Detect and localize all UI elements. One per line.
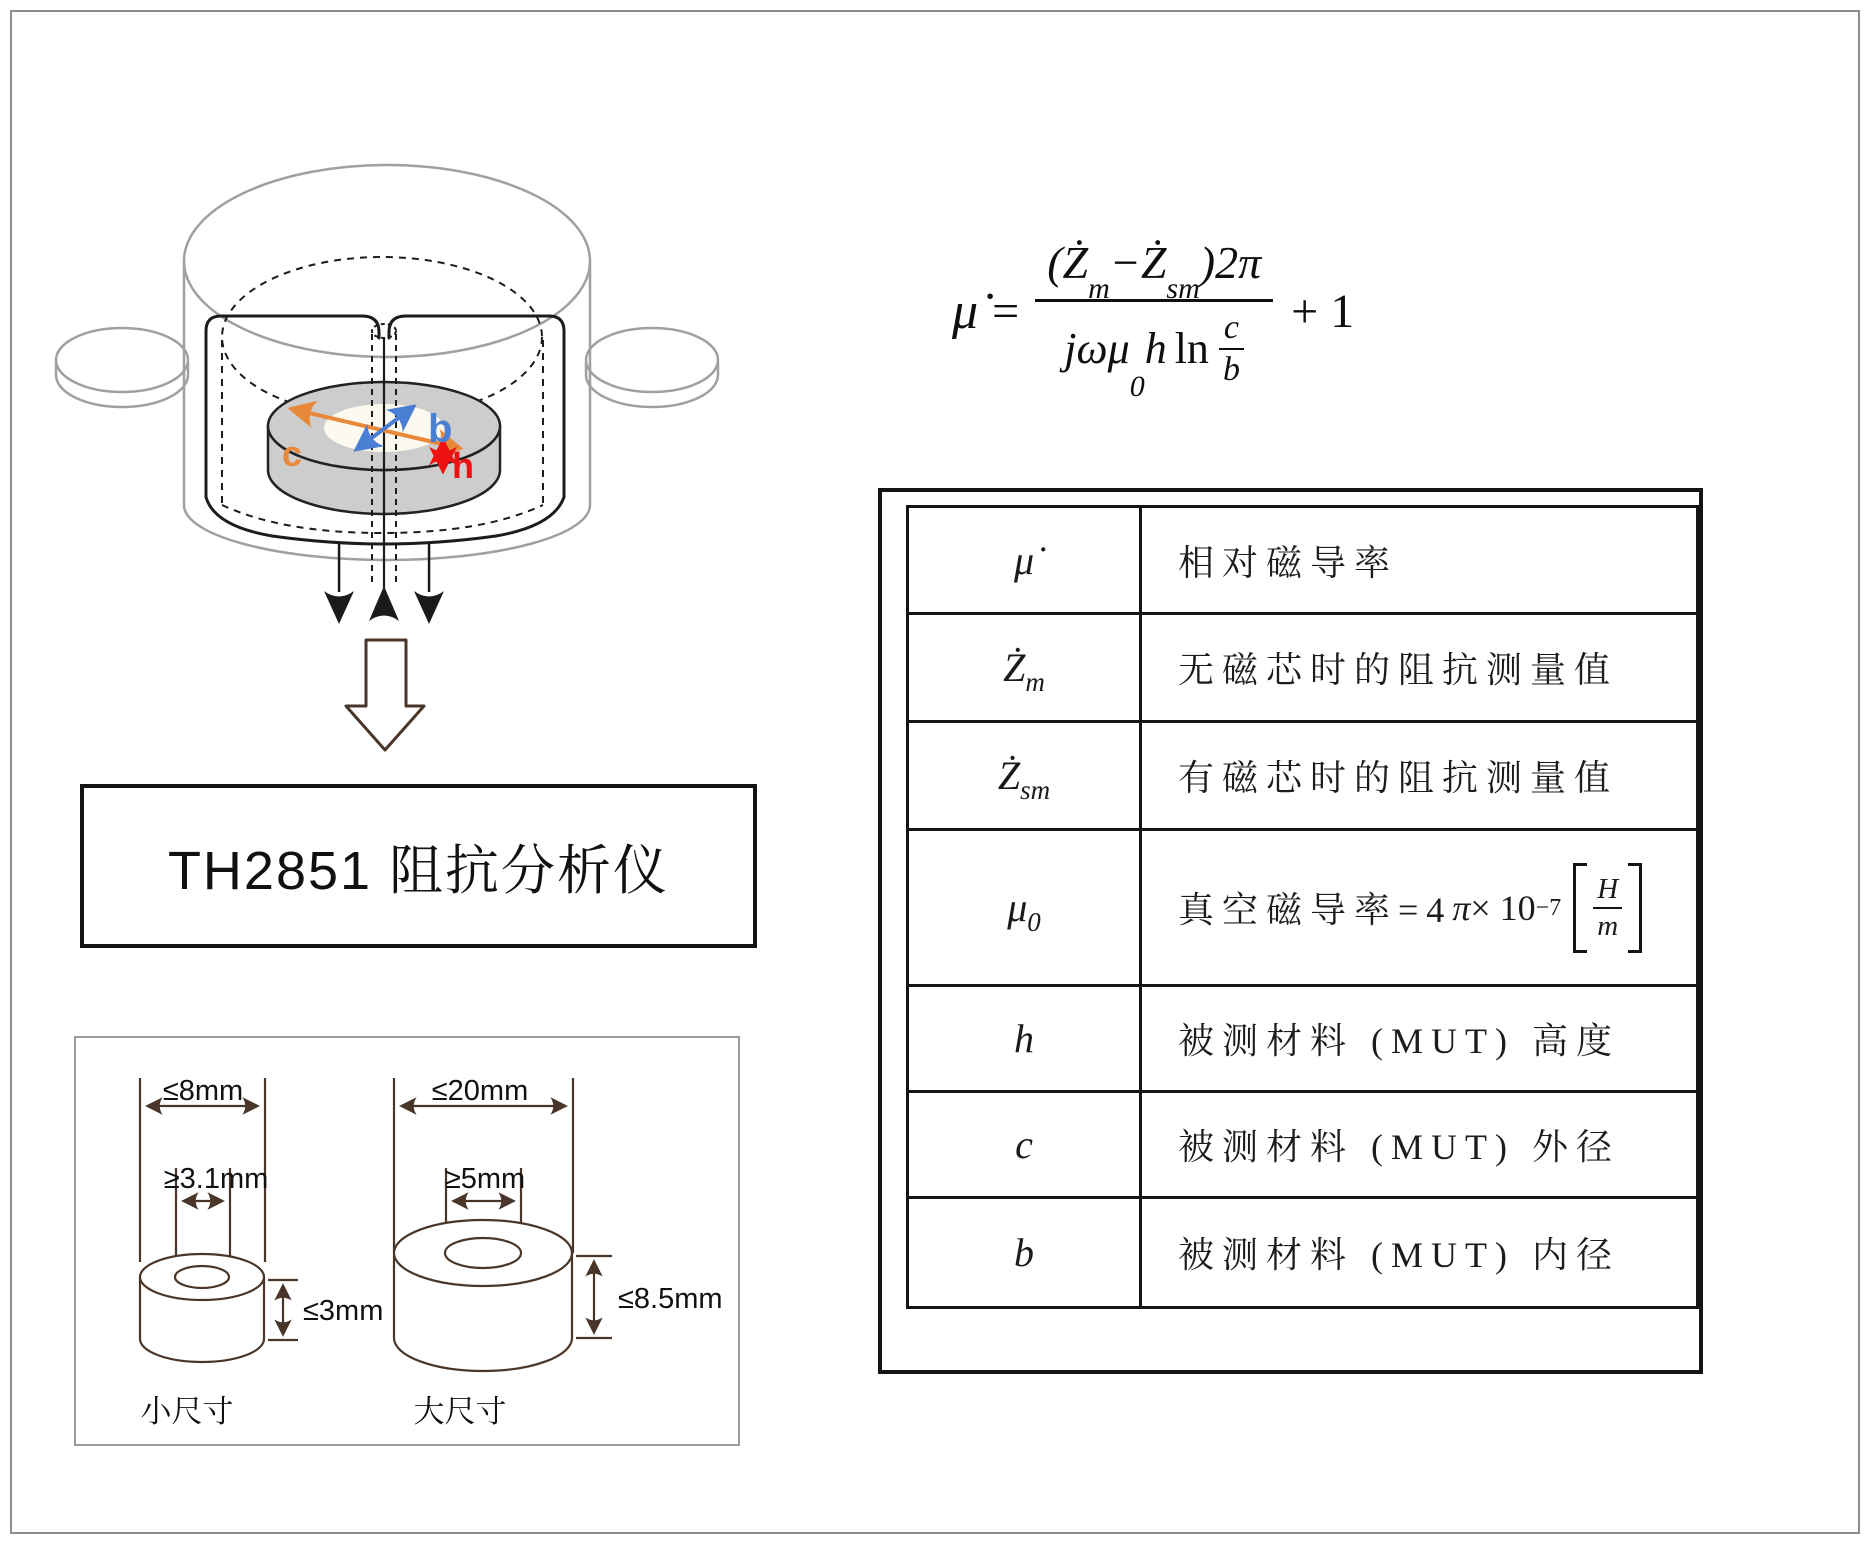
- inner-diameter-label: b: [428, 407, 453, 451]
- analyzer-label: TH2851 阻抗分析仪: [167, 840, 670, 901]
- table-row-desc: 被测材料 (MUT) 高度: [1142, 984, 1696, 1090]
- table-row-desc: 有磁芯时的阻抗测量值: [1142, 720, 1696, 828]
- height-label: h: [452, 445, 474, 486]
- large-toroid-diagram: [394, 1078, 612, 1371]
- table-row-symbol: μ̇: [909, 508, 1142, 612]
- fixture-right-flange: [586, 328, 718, 407]
- large-outer-dim: ≤20mm: [431, 1075, 529, 1107]
- small-toroid-diagram: [140, 1078, 298, 1362]
- bracket-open: [1573, 863, 1587, 953]
- formula-numerator: (Ż m − Ż sm )2π: [1035, 236, 1273, 302]
- symbol-table-outer: [878, 488, 1703, 1374]
- down-arrow: [346, 640, 424, 750]
- table-row-symbol: $Ż_m$: [909, 612, 1142, 720]
- analyzer-box: [80, 784, 757, 948]
- unit-fraction: H m: [1593, 875, 1622, 941]
- symbol-table: [906, 505, 1699, 1309]
- formula-denominator: jωμ 0 h ln c b: [1064, 302, 1244, 387]
- large-inner-dim: ≥5mm: [444, 1163, 526, 1195]
- formula-plus-one: + 1: [1291, 285, 1355, 339]
- formula-equals: =: [992, 285, 1020, 339]
- table-row-symbol: $\mu_0$: [909, 828, 1142, 984]
- table-row-symbol: h: [909, 984, 1142, 1090]
- table-row-symbol: $Ż_{sm}$: [909, 720, 1142, 828]
- formula-cb-fraction: c b: [1219, 310, 1244, 387]
- size-panel: [74, 1036, 740, 1446]
- large-height-dim: ≤8.5mm: [618, 1283, 723, 1315]
- large-caption: 大尺寸: [413, 1394, 507, 1429]
- small-height-dim: ≤3mm: [303, 1295, 384, 1327]
- table-row-symbol: c: [909, 1090, 1142, 1196]
- fixture-left-flange: [56, 328, 188, 407]
- bracket-close: [1628, 863, 1642, 953]
- table-row-desc: 无磁芯时的阻抗测量值: [1142, 612, 1696, 720]
- small-caption: 小尺寸: [140, 1394, 234, 1429]
- table-row-desc: 被测材料 (MUT) 外径: [1142, 1090, 1696, 1196]
- small-outer-dim: ≤8mm: [162, 1075, 244, 1107]
- small-inner-dim: ≥3.1mm: [163, 1163, 269, 1195]
- table-row-desc-mu0: 真空磁导率=4 π × 10 −7 H m: [1142, 828, 1696, 984]
- fixture-diagram: [30, 110, 740, 770]
- outer-diameter-label: c: [282, 433, 303, 474]
- formula-fraction: [1035, 236, 1273, 404]
- table-row-symbol: b: [909, 1196, 1142, 1306]
- table-row-desc: 被测材料 (MUT) 内径: [1142, 1196, 1696, 1306]
- table-row-desc: 相对磁导率: [1178, 542, 1399, 583]
- size-diagrams: [76, 1038, 734, 1440]
- formula-lhs: μ̇: [952, 283, 979, 341]
- permeability-formula: [952, 236, 1355, 404]
